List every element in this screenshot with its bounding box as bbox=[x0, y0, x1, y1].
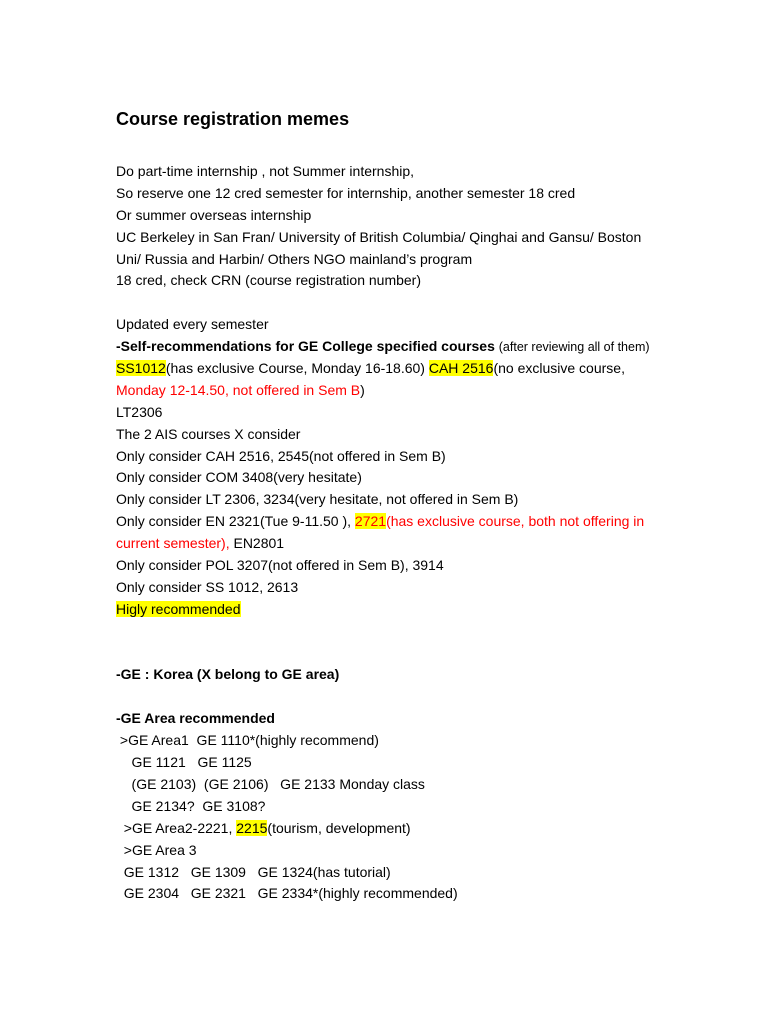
ge-line: >GE Area1 GE 1110*(highly recommend) bbox=[116, 732, 379, 749]
course-line: Only consider POL 3207(not offered in Sem B), 3914 bbox=[116, 557, 444, 574]
ge-area2-line bbox=[116, 818, 736, 840]
ge-line: GE 2304 GE 2321 GE 2334*(highly recommended) bbox=[116, 885, 458, 902]
course-line: Only consider SS 1012, 2613 bbox=[116, 578, 299, 595]
ge-line: GE 1312 GE 1309 GE 1324(has tutorial) bbox=[116, 863, 391, 880]
ge-area-heading: -GE Area recommended bbox=[116, 710, 275, 727]
ge-korea-heading: -GE : Korea (X belong to GE area) bbox=[116, 666, 340, 683]
highlighted-course-code: CAH 2516 bbox=[428, 360, 494, 377]
en-suffix: EN2801 bbox=[229, 535, 285, 552]
ge-area2-prefix: >GE Area2-2221, bbox=[116, 819, 237, 836]
self-rec-note: (after reviewing all of them) bbox=[498, 340, 650, 355]
blank-line bbox=[116, 686, 736, 708]
course-line: Only consider COM 3408(very hesitate) bbox=[116, 469, 362, 486]
highly-recommended-line bbox=[116, 599, 736, 621]
course-line: The 2 AIS courses X consider bbox=[116, 425, 301, 442]
highlighted-course-code: 2721 bbox=[354, 513, 387, 530]
red-note: Monday 12-14.50, not offered in Sem B bbox=[116, 381, 361, 398]
self-rec-heading-text: -Self-recommendations for GE College specified courses bbox=[116, 338, 495, 355]
closing-paren: ) bbox=[360, 381, 365, 398]
intro-line: UC Berkeley in San Fran/ University of British Columbia/ Qinghai and Gansu/ Boston bbox=[116, 228, 642, 245]
course-line: LT2306 bbox=[116, 403, 163, 420]
course-line: Only consider CAH 2516, 2545(not offered in Sem B) bbox=[116, 447, 446, 464]
intro-line: Or summer overseas internship bbox=[116, 206, 312, 223]
red-note: (has exclusive course, both not offering in bbox=[386, 513, 645, 530]
ss1012-note: (has exclusive Course, Monday 16-18.60) bbox=[165, 360, 429, 377]
blank-line bbox=[116, 292, 736, 314]
document-title: Course registration memes bbox=[116, 109, 350, 129]
document-body bbox=[116, 161, 736, 905]
self-recommendations-heading bbox=[116, 336, 736, 358]
red-note: current semester), bbox=[116, 535, 230, 552]
ge-area2-suffix: (tourism, development) bbox=[267, 819, 411, 836]
cah2516-line-continued bbox=[116, 380, 736, 402]
blank-line bbox=[116, 643, 736, 665]
highlighted-course-code: SS1012 bbox=[116, 360, 166, 377]
ge-line: >GE Area 3 bbox=[116, 841, 197, 858]
en-course-line bbox=[116, 511, 736, 533]
intro-line: Do part-time internship , not Summer internship, bbox=[116, 163, 415, 179]
blank-line bbox=[116, 621, 736, 643]
ge-line: GE 1121 GE 1125 bbox=[116, 754, 252, 771]
highlighted-course-code: 2215 bbox=[236, 819, 268, 836]
ge-line: GE 2134? GE 3108? bbox=[116, 797, 266, 814]
ss1012-line bbox=[116, 358, 736, 380]
intro-line: So reserve one 12 cred semester for internship, another semester 18 cred bbox=[116, 184, 576, 201]
intro-line: Uni/ Russia and Harbin/ Others NGO mainland’s program bbox=[116, 250, 473, 267]
course-line: Only consider LT 2306, 3234(very hesitate, not offered in Sem B) bbox=[116, 491, 519, 508]
en-prefix: Only consider EN 2321(Tue 9-11.50 ), bbox=[116, 513, 355, 530]
highly-recommended-label: Higly recommended bbox=[116, 600, 241, 617]
cah2516-note: (no exclusive course, bbox=[493, 360, 625, 377]
intro-line: 18 cred, check CRN (course registration number) bbox=[116, 272, 422, 289]
updated-line: Updated every semester bbox=[116, 316, 269, 333]
en-course-line-continued bbox=[116, 533, 736, 555]
ge-line: (GE 2103) (GE 2106) GE 2133 Monday class bbox=[116, 775, 425, 792]
